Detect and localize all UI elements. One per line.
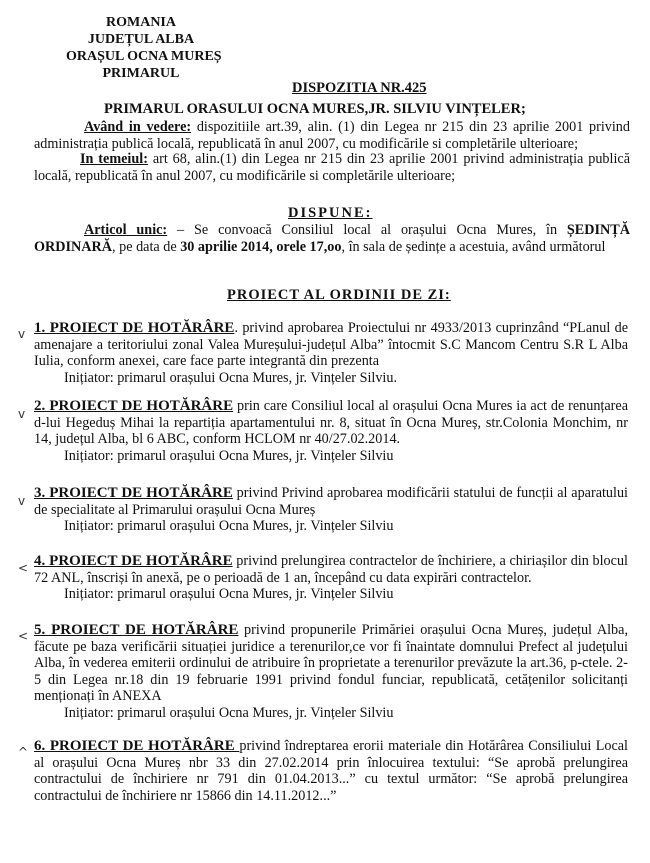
agenda-item-initiator: Inițiator: primarul orașului Ocna Mures, jr. Vințeler Silviu bbox=[64, 586, 394, 603]
articol-label: Articol unic: bbox=[84, 222, 168, 238]
articol-text-1: – Se convoacă Consiliul local al orașului Ocna Mures, în bbox=[167, 222, 567, 238]
letterhead-county: JUDEȚUL ALBA bbox=[87, 32, 195, 47]
agenda-item-initiator: Inițiator: primarul orașului Ocna Mures, jr. Vințeler Silviu. bbox=[64, 369, 398, 386]
agenda-item-6 bbox=[34, 738, 628, 804]
margin-mark: v bbox=[18, 494, 26, 508]
agenda-item-4 bbox=[34, 553, 628, 603]
agenda-item-heading: 5. PROIECT DE HOTĂRÂRE bbox=[34, 622, 239, 638]
agenda-item-text: privind prelungirea contractelor de închiriere, a chiriașilor din blocul 72 ANL, înscriși în anexă, pe o perioadă de 1 an, începând cu data expirări contractelor. bbox=[34, 553, 628, 586]
letterhead-office: PRIMARUL bbox=[102, 66, 180, 81]
margin-mark: ^ bbox=[18, 745, 29, 759]
agenda-item-heading: 1. PROIECT DE HOTĂRÂRE bbox=[34, 320, 235, 336]
temeiul-paragraph bbox=[34, 151, 630, 184]
agenda-item-heading: 4. PROIECT DE HOTĂRÂRE bbox=[34, 553, 233, 569]
avand-label: Având in vedere: bbox=[84, 119, 192, 135]
document-subtitle: PRIMARUL ORASULUI OCNA MURES,JR. SILVIU VINȚELER; bbox=[104, 101, 526, 117]
agenda-item-initiator: Inițiator: primarul orașului Ocna Mures, jr. Vințeler Silviu bbox=[64, 518, 394, 535]
margin-mark: < bbox=[18, 561, 29, 575]
agenda-item-5 bbox=[34, 622, 628, 722]
margin-mark: v bbox=[18, 407, 26, 421]
avand-paragraph bbox=[34, 119, 630, 152]
margin-mark: v bbox=[18, 327, 26, 341]
agenda-item-text: privind propunerile Primăriei orașului Ocna Mureș, județul Alba, făcute pe baza verificării situației juridice a terenurilor,ce vor fi înaintate domnului Prefect al județului Alba, în vederea emiterii ordinului de atribuire în proprietate a terenurilor prevăzute la art.36, p-ctele. 2-5 din Legea nr.18 din 19 februarie 1991 privind fondul funciar, republicată, cetățenilor solicitanți menționați în ANEXA bbox=[34, 622, 628, 705]
letterhead-town: ORAȘUL OCNA MUREȘ bbox=[66, 49, 222, 64]
agenda-item-2 bbox=[34, 398, 628, 464]
document-title: DISPOZITIA NR.425 bbox=[292, 80, 427, 96]
agenda-item-heading: 3. PROIECT DE HOTĂRÂRE bbox=[34, 485, 233, 501]
agenda-item-text: . privind aprobarea Proiectului nr 4933/2013 cuprinzând “PLanul de amenajare a teritoriului zonal Valea Mureșului-județul Alba” întocmit S.C Mancom Centru S.R L Alba Iulia, conform anexei, care face parte integrantă din prezenta bbox=[34, 320, 628, 370]
agenda-item-heading: 6. PROIECT DE HOTĂRÂRE bbox=[34, 738, 240, 754]
agenda-item-text: prin care Consiliul local al orașului Ocna Mures ia act de renunțarea d-lui Hegeduș Mihai la repartiția apartamentului nr. 8, situat în Ocna Mureș, str.Colonia Monchim, nr 14, județul Alba, bl 6 ABC, conform HCLOM nr 40/27.02.2014. bbox=[34, 398, 628, 448]
agenda-item-text: privind îndreptarea erorii materiale din Hotărârea Consiliului Local al orașului Ocna Mureș nbr 33 din 27.02.2014 prin înlocuirea textului: “Se aprobă prelungirea contractului de închiriere nr 791 din 01.04.2013...” cu textul următor: “Se aprobă prelungirea contractului de închiriere nr 15866 din 14.11.2012...” bbox=[34, 738, 628, 804]
letterhead-country: ROMANIA bbox=[106, 15, 176, 30]
agenda-item-initiator: Inițiator: primarul orașului Ocna Mures, jr. Vințeler Silviu bbox=[64, 447, 394, 464]
temeiul-label: In temeiul: bbox=[80, 151, 148, 167]
articol-date: 30 aprilie 2014, orele 17,oo bbox=[180, 238, 342, 255]
articol-text-2: , pe data de bbox=[112, 238, 181, 255]
agenda-item-1 bbox=[34, 320, 628, 386]
margin-mark: < bbox=[18, 629, 29, 643]
articol-text-3: , în sala de ședințe a acestuia, având următorul bbox=[341, 238, 606, 255]
avand-text: dispozitiile art.39, alin. (1) din Legea nr 215 din 23 aprilie 2001 privind administrația publică locală, republicată în anul 2007, cu modificările si completările ulterioare; bbox=[34, 119, 630, 152]
articol-session: ȘEDINȚĂ ORDINARĂ bbox=[34, 222, 630, 255]
temeiul-text: art 68, alin.(1) din Legea nr 215 din 23 aprilie 2001 privind administrația publică locală, republicată în anul 2007, cu modificările si completările ulterioare; bbox=[34, 151, 630, 184]
articol-paragraph bbox=[34, 222, 630, 255]
agenda-item-text: privind Privind aprobarea modificării statului de funcții al aparatului de specialitate al Primarului orașului Ocna Mureș bbox=[34, 485, 629, 518]
agenda-title: PROIECT AL ORDINII DE ZI: bbox=[227, 287, 451, 303]
agenda-item-initiator: Inițiator: primarul orașului Ocna Mures, jr. Vințeler Silviu bbox=[64, 704, 394, 721]
agenda-item-3 bbox=[34, 485, 628, 535]
dispune-heading: DISPUNE: bbox=[288, 205, 373, 221]
letterhead bbox=[66, 14, 222, 82]
agenda-item-heading: 2. PROIECT DE HOTĂRÂRE bbox=[34, 398, 234, 414]
